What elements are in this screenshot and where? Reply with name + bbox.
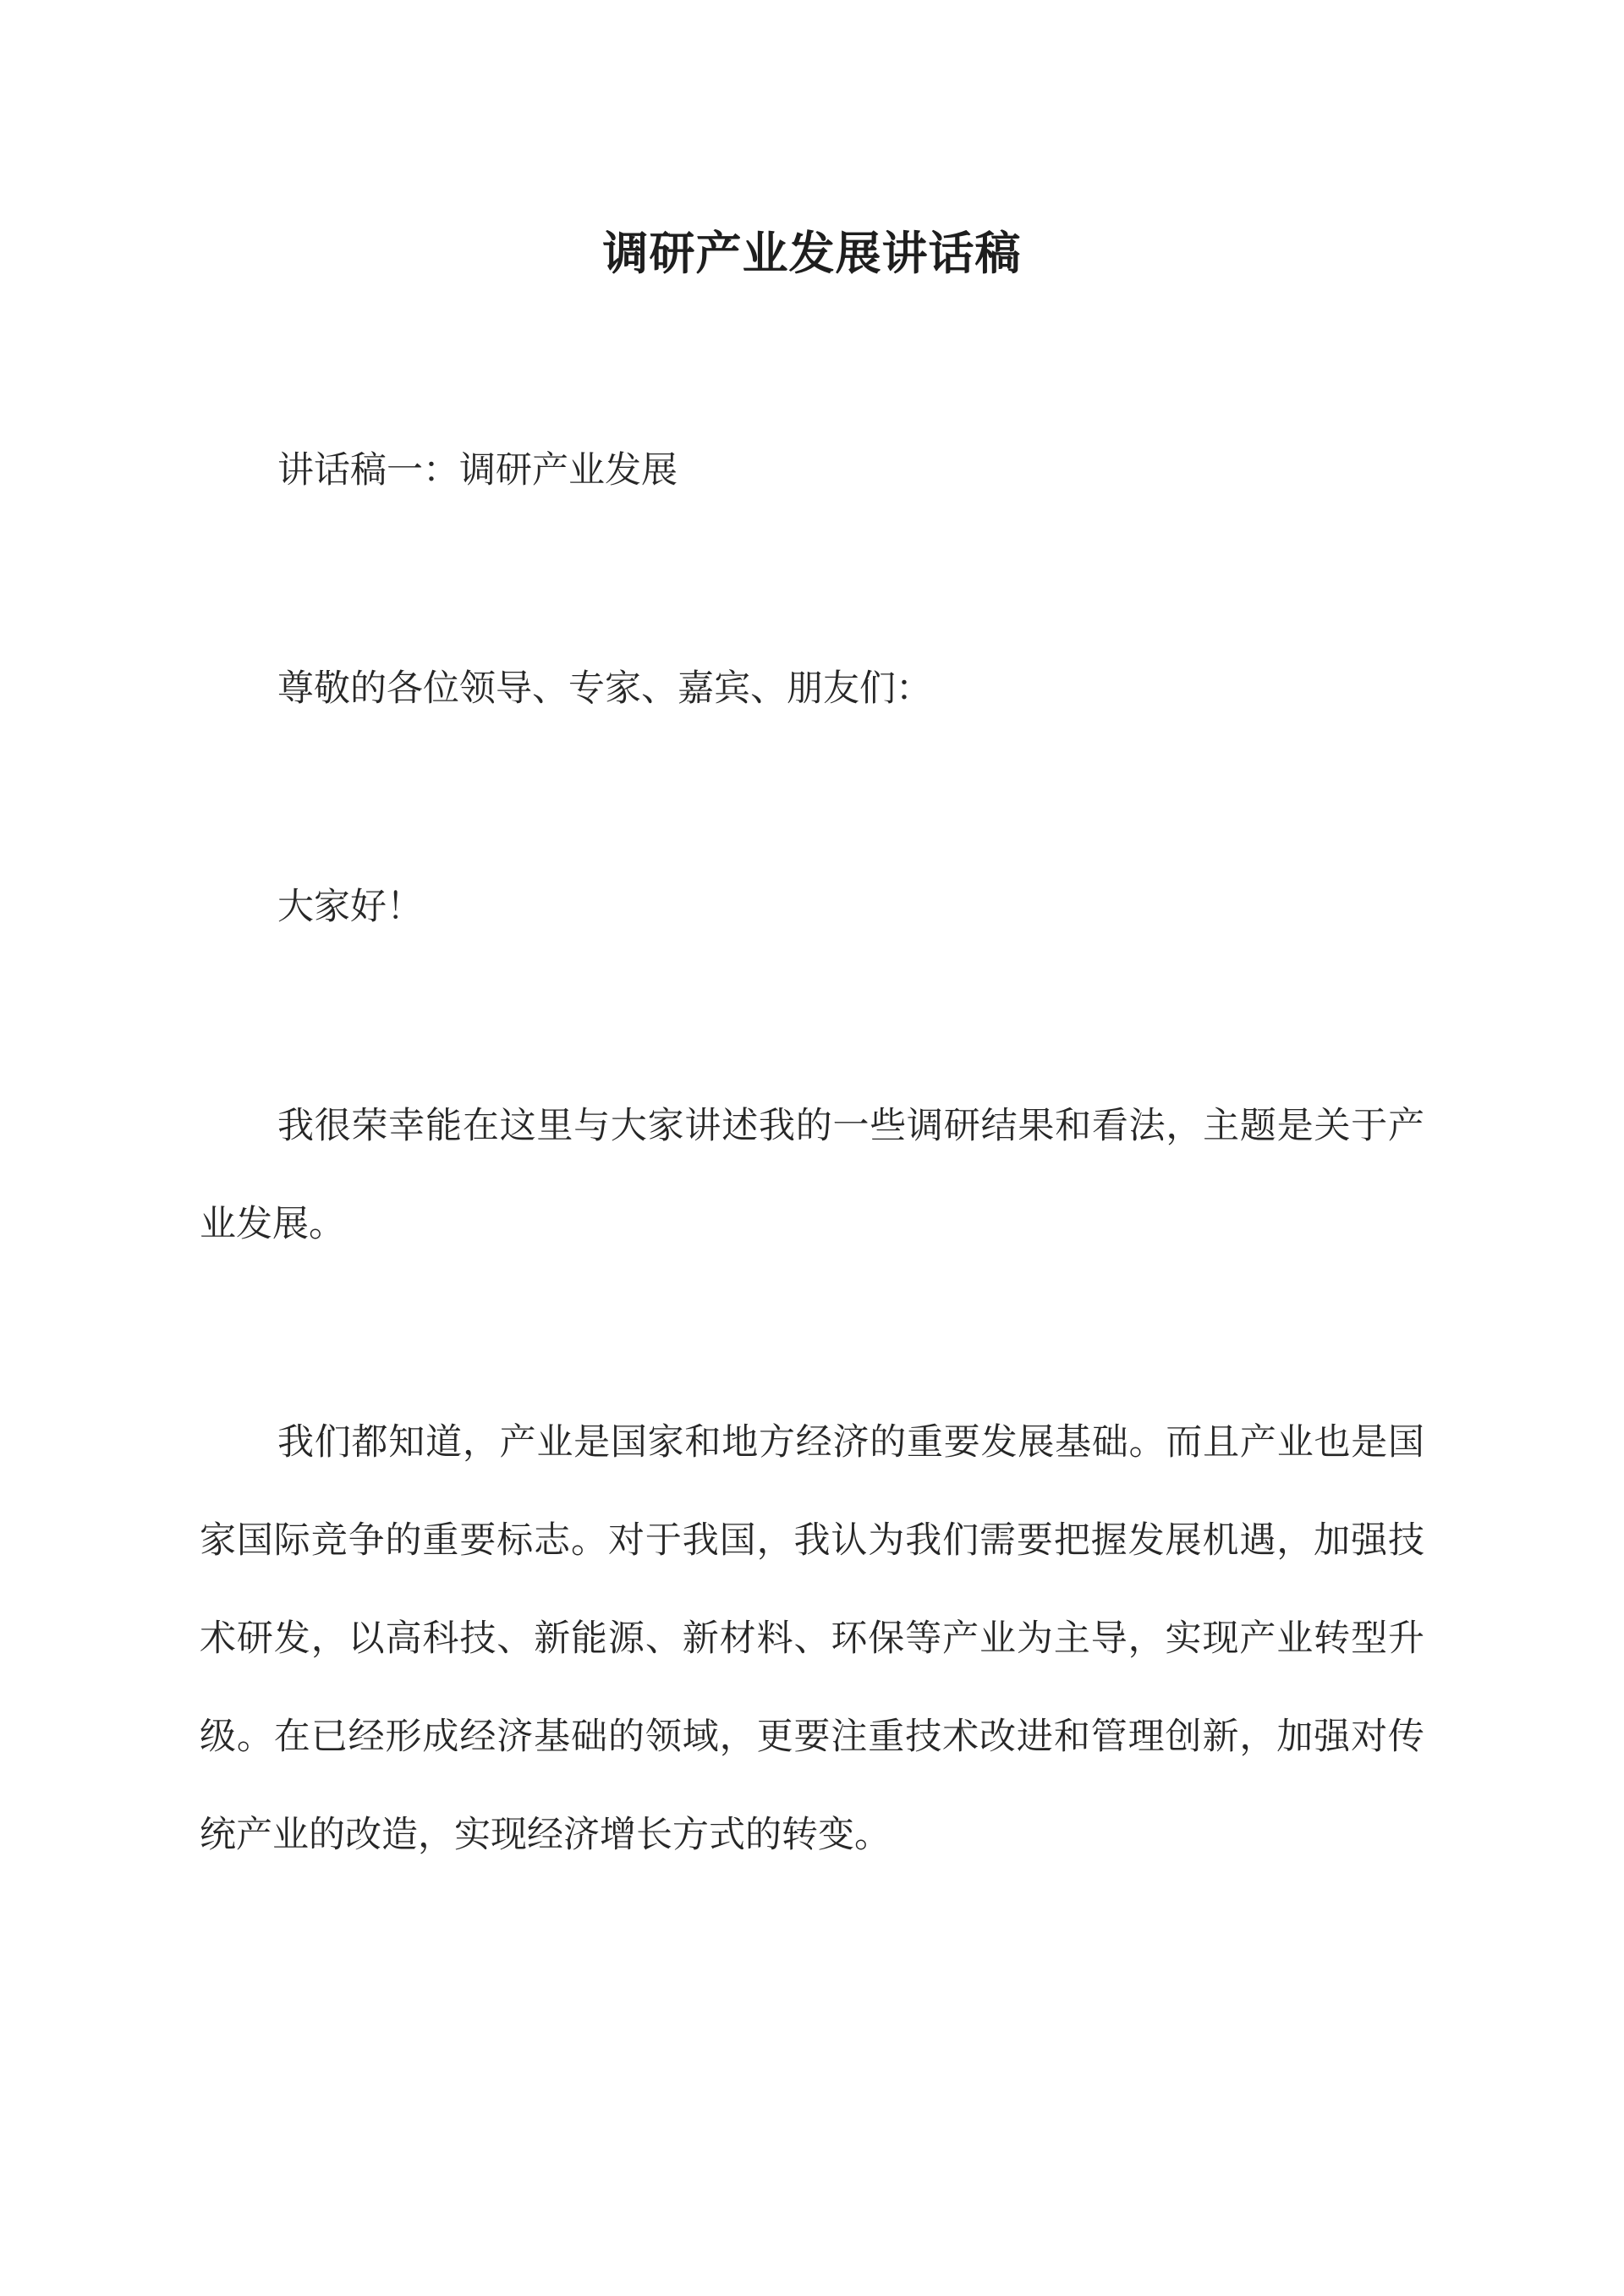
intro-paragraph: 我很荣幸能在这里与大家讲述我的一些调研结果和看法，主题是关于产业发展。 xyxy=(200,1105,1424,1245)
hello-paragraph: 大家好！ xyxy=(277,886,423,928)
body-paragraph: 我们都知道，产业是国家和地方经济的重要发展基础。而且产业也是国家国际竞争的重要标志。对于我国，我认为我们需要把握发展机遇，加强技术研发，以高科技、新能源、新材料、环保等产业为主导，实现产业转型升级。在已经形成经济基础的领域，更要注重技术改进和管理创新，加强对传统产业的改造，实现经济增长方式的转变。 xyxy=(200,1421,1424,1856)
document-title: 调研产业发展讲话稿 xyxy=(602,226,1022,281)
speech-heading: 讲话稿一：调研产业发展 xyxy=(277,449,678,492)
greeting-paragraph: 尊敬的各位领导、专家、嘉宾、朋友们： xyxy=(277,667,932,710)
